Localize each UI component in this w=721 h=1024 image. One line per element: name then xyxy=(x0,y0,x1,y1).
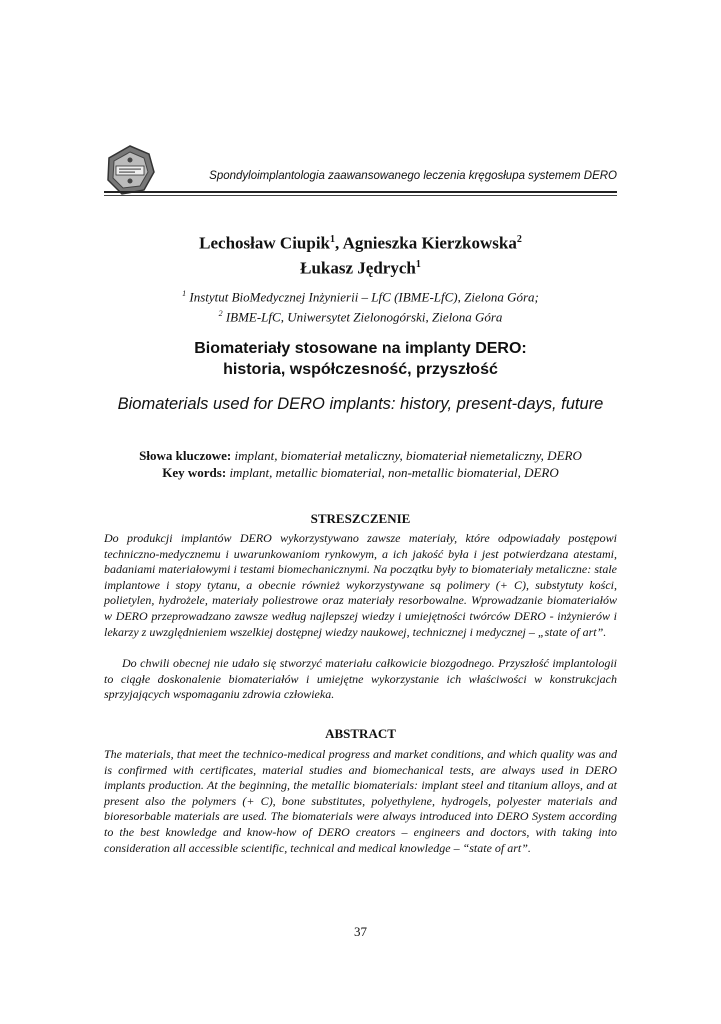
author-separator: , xyxy=(335,233,343,253)
affiliation-text: IBME-LfC, Uniwersytet Zielonogórski, Zielona Góra xyxy=(225,309,503,325)
author-affil-mark: 2 xyxy=(516,234,522,245)
keywords-en-label: Key words: xyxy=(162,465,227,480)
streszczenie-heading: STRESZCZENIE xyxy=(310,511,411,526)
authors-block xyxy=(104,229,617,278)
authors-line-2 xyxy=(104,254,617,279)
affiliation-line xyxy=(104,305,617,325)
abstract-heading: ABSTRACT xyxy=(325,726,396,741)
title-pl-line-1: Biomateriały stosowane na implanty DERO: xyxy=(194,340,527,357)
keywords-pl xyxy=(100,447,621,464)
running-header: Spondyloimplantologia zaawansowanego leczenia kręgosłupa systemem DERO xyxy=(209,170,617,182)
affiliation-mark: 1 xyxy=(182,289,187,298)
abstract-paragraph: The materials, that meet the technico-medical progress and market conditions, and which quality was and is confirmed with certificates, material studies and biomechanical tests, are always used in DERO implants production. At the beginning, the metallic biomaterials: implant steel and titanium alloys, and at present also the polymers (+ C), bone substitutes, polyethylene, hydrogels, polyester materials and bioresorbable materials are used. The biomaterials were always introduced into DERO System according to the best knowledge and know-how of DERO creators – engineers and doctors, with taking into consideration all accessible scientific, technical and medical knowledge – “state of art”. xyxy=(104,747,617,855)
keywords-pl-label: Słowa kluczowe: xyxy=(139,448,232,463)
affiliation-mark: 2 xyxy=(218,309,223,319)
dero-logo-icon xyxy=(104,144,156,196)
affiliation-line xyxy=(104,285,617,305)
header-rule-thin xyxy=(104,195,617,196)
authors-line-1 xyxy=(104,229,617,254)
page-number: 37 xyxy=(354,924,367,939)
author-affil-mark: 1 xyxy=(415,258,421,270)
affiliations-block xyxy=(104,285,617,326)
author-name: Łukasz Jędrych xyxy=(300,258,416,278)
keywords-pl-value: implant, biomateriał metaliczny, biomateriał niemetaliczny, DERO xyxy=(234,448,582,463)
streszczenie-paragraph-1: Do produkcji implantów DERO wykorzystywano zawsze materiały, które odpowiadały postępowi techniczno-medycznemu i uwarunkowaniom rynkowym, a ich jakość była i jest potwierdzana atestami, badaniami materiałowymi i testami biomechanicznymi. Na początku były to biomateriały metaliczne: stale implantowe i stopy tytanu, a obecnie również wykorzystywane są polimery (+ C), substytuty kości, polietylen, hydrożele, materiały poliestrowe oraz materiały resorbowalne. Wprowadzanie biomateriałów w DERO przeprowadzano zawsze według najlepszej wiedzy i umiejętności twórców DERO - inżynierów i lekarzy z uwzględnieniem wszelkiej dostępnej wiedzy naukowej, technicznej i medycznej – „state of art”. xyxy=(104,531,617,639)
keywords-en xyxy=(100,464,621,481)
streszczenie-paragraph-2: Do chwili obecnej nie udało się stworzyć materiału całkowicie biozgodnego. Przyszłość implantologii to ciągłe doskonalenie biomateriałów i umiejętne wykorzystanie ich właściwości w konstrukcjach sprzyjających wspomaganiu zdrowia człowieka. xyxy=(104,656,617,702)
author-name: Agnieszka Kierzkowska xyxy=(342,233,517,253)
affiliation-text: Instytut BioMedycznej Inżynierii – LfC (IBME-LfC), Zielona Góra; xyxy=(189,289,539,305)
keywords-block xyxy=(100,447,621,481)
author-affil-mark: 1 xyxy=(330,234,336,245)
paper-title-en: Biomaterials used for DERO implants: history, present-days, future xyxy=(117,395,604,413)
title-pl-line-2: historia, współczesność, przyszłość xyxy=(223,361,498,378)
header-rule-thick xyxy=(104,191,617,193)
paper-title-pl xyxy=(80,338,641,380)
author-name: Lechosław Ciupik xyxy=(199,233,331,253)
keywords-en-value: implant, metallic biomaterial, non-metallic biomaterial, DERO xyxy=(229,465,559,480)
